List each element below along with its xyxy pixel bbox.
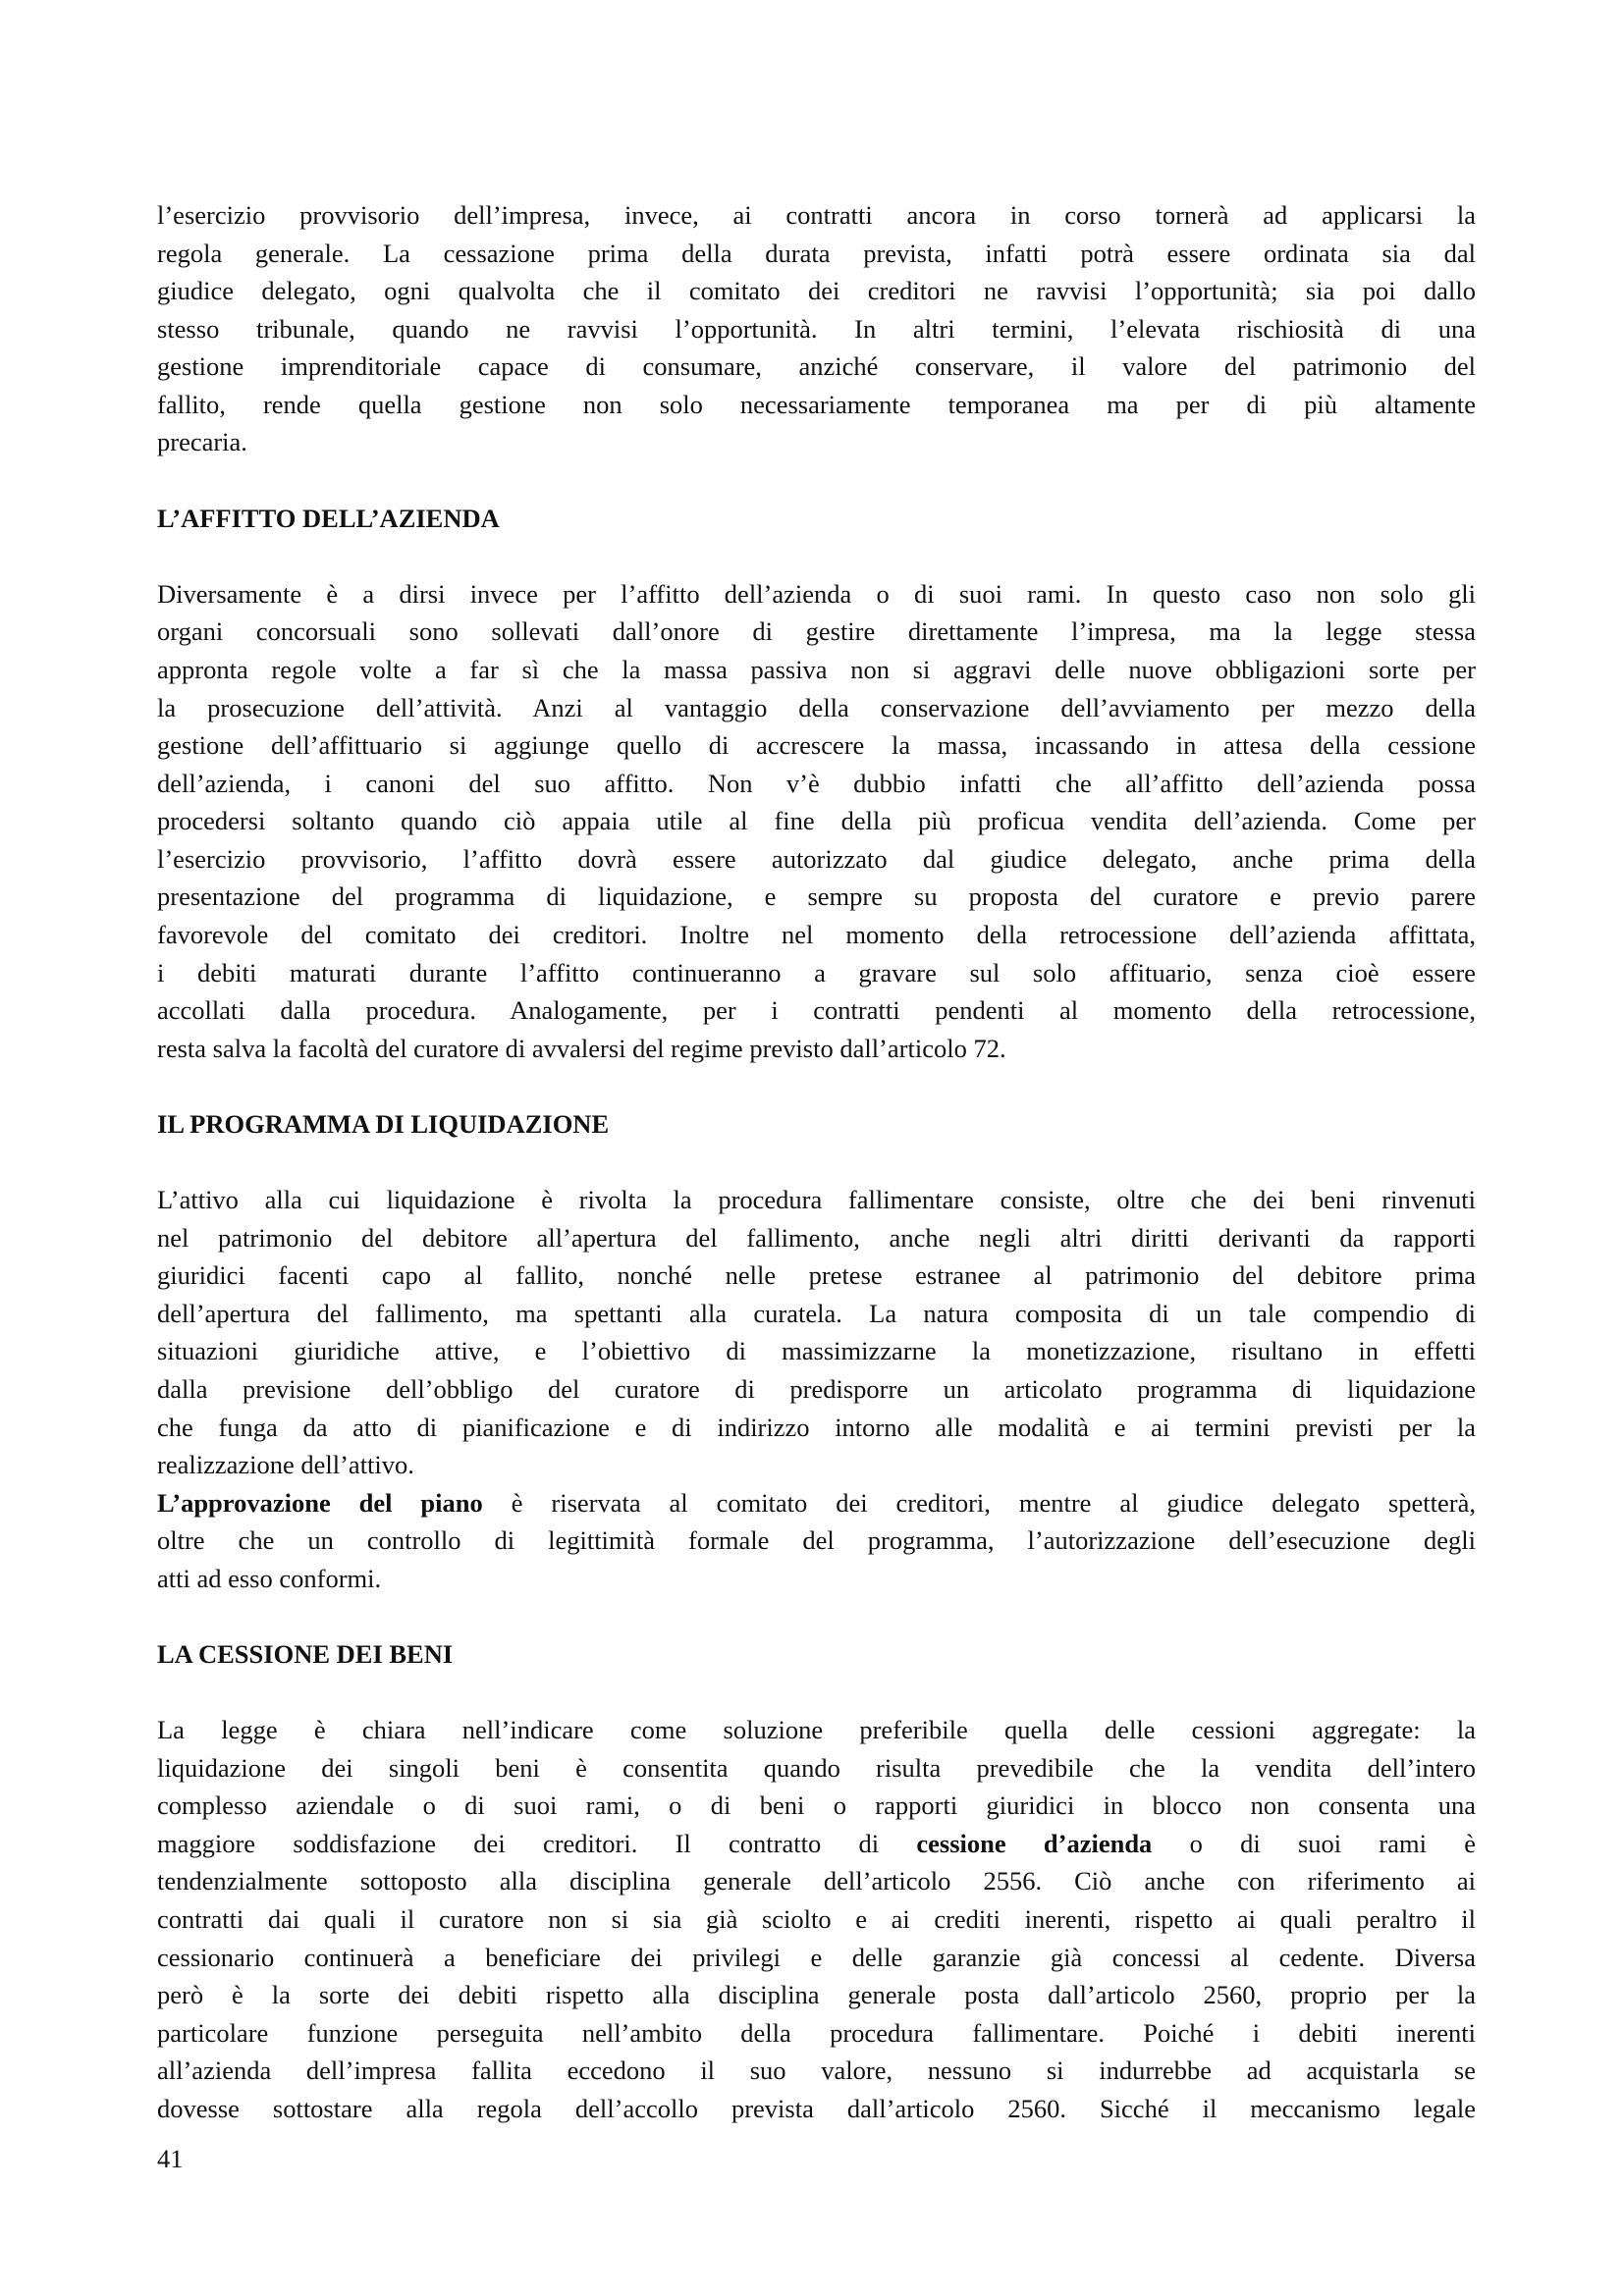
document-page [157,196,1476,2127]
bold-term: cessione d’azienda [916,1828,1153,1858]
text-line [157,1900,1476,1939]
text-segment: atti ad esso conformi. [157,1563,382,1593]
text-segment: organi concorsuali sono sollevati dall’onore di gestire direttamente l’impresa, ma la legge stessa [157,616,1476,647]
text-segment: giuridici facenti capo al fallito, nonché nelle pretese estranee al patrimonio del debitore prima [157,1260,1476,1291]
text-segment: La legge è chiara nell’indicare come soluzione preferibile quella delle cessioni aggregate: la [157,1715,1476,1745]
text-line [157,1030,1476,1068]
text-line [157,802,1476,840]
text-line [157,1370,1476,1409]
text-line [157,1711,1476,1749]
text-line [157,1484,1476,1522]
text-line [157,1560,1476,1598]
text-segment: gestione imprenditoriale capace di consumare, anziché conservare, il valore del patrimonio del [157,351,1476,382]
text-line [157,386,1476,424]
text-line [157,1256,1476,1295]
text-line [157,575,1476,614]
text-segment: fallito, rende quella gestione non solo necessariamente temporanea ma per di più altamente [157,389,1476,419]
text-segment: resta salva la facoltà del curatore di avvalersi del regime previsto dall’articolo 72. [157,1033,1006,1063]
text-line [157,1787,1476,1825]
text-segment: cessionario continuerà a beneficiare dei privilegi e delle garanzie già concessi al cedente. Diversa [157,1942,1476,1972]
text-segment: gestione dell’affittuario si aggiunge quello di accrescere la massa, incassando in attesa della cessione [157,730,1476,761]
text-segment: oltre che un controllo di legittimità formale del programma, l’autorizzazione dell’esecuzione degli [157,1525,1476,1556]
text-segment: presentazione del programma di liquidazione, e sempre su proposta del curatore e previo parere [157,881,1476,912]
text-line [157,1862,1476,1900]
text-segment: stesso tribunale, quando ne ravvisi l’opportunità. In altri termini, l’elevata rischiosità di una [157,313,1476,344]
text-segment: situazioni giuridiche attive, e l’obiettivo di massimizzarne la monetizzazione, risultano in effetti [157,1336,1476,1366]
text-segment: contratti dai quali il curatore non si sia già sciolto e ai crediti inerenti, rispetto ai quali peraltro il [157,1904,1476,1935]
text-segment: realizzazione dell’attivo. [157,1450,414,1480]
text-segment: la prosecuzione dell’attività. Anzi al vantaggio della conservazione dell’avviamento per mezzo della [157,692,1476,722]
text-segment: tendenzialmente sottoposto alla disciplina generale dell’articolo 2556. Ciò anche con riferimento ai [157,1866,1476,1896]
text-line [157,1446,1476,1484]
text-line [157,689,1476,727]
text-segment: nel patrimonio del debitore all’apertura del fallimento, anche negli altri diritti derivanti da rapporti [157,1222,1476,1253]
blank-line [157,461,1476,500]
text-line [157,1332,1476,1370]
text-segment: i debiti maturati durante l’affitto continueranno a gravare sul solo affituario, senza cioè essere [157,957,1476,988]
text-segment: dalla previsione dell’obbligo del curatore di predisporre un articolato programma di liquidazione [157,1373,1476,1404]
text-line [157,651,1476,689]
text-line [157,1295,1476,1333]
text-line [157,613,1476,651]
text-segment: complesso aziendale o di suoi rami, o di beni o rapporti giuridici in blocco non consenta una [157,1790,1476,1821]
text-segment: dovesse sottostare alla regola dell’accollo prevista dall’articolo 2560. Sicché il meccanismo legale [157,2093,1476,2123]
text-segment: o di suoi rami è [1152,1828,1476,1858]
text-line [157,1219,1476,1257]
text-segment: l’esercizio provvisorio dell’impresa, invece, ai contratti ancora in corso tornerà ad applicarsi la [157,200,1476,230]
text-segment: liquidazione dei singoli beni è consentita quando risulta prevedibile che la vendita dell’intero [157,1752,1476,1783]
text-segment: l’esercizio provvisorio, l’affitto dovrà essere autorizzato dal giudice delegato, anche prima della [157,843,1476,874]
page-number: 41 [157,2144,184,2173]
text-line [157,1976,1476,2014]
text-segment: procedersi soltanto quando ciò appaia utile al fine della più proficua vendita dell’azienda. Come per [157,806,1476,836]
blank-line [157,1597,1476,1635]
text-line [157,347,1476,386]
text-segment: maggiore soddisfazione dei creditori. Il contratto di [157,1828,917,1858]
text-line [157,1409,1476,1447]
text-segment: L’AFFITTO DELL’AZIENDA [157,503,500,533]
blank-line [157,1143,1476,1181]
text-segment: che funga da atto di pianificazione e di indirizzo intorno alle modalità e ai termini previsti per la [157,1412,1476,1442]
text-segment: appronta regole volte a far sì che la massa passiva non si aggravi delle nuove obbligazioni sorte per [157,654,1476,684]
text-segment: dell’apertura del fallimento, ma spettanti alla curatela. La natura composita di un tale compendio di [157,1298,1476,1328]
text-segment: LA CESSIONE DEI BENI [157,1638,454,1669]
text-line [157,423,1476,461]
text-segment: accollati dalla procedura. Analogamente, per i contratti pendenti al momento della retrocessione, [157,995,1476,1026]
text-segment: regola generale. La cessazione prima della durata prevista, infatti potrà essere ordinata sia dal [157,238,1476,268]
text-segment: precaria. [157,427,247,457]
text-segment: giudice delegato, ogni qualvolta che il comitato dei creditori ne ravvisi l’opportunità; sia poi dallo [157,276,1476,306]
text-line [157,954,1476,992]
text-segment: favorevole del comitato dei creditori. Inoltre nel momento della retrocessione dell’azienda affittata, [157,919,1476,949]
text-segment: però è la sorte dei debiti rispetto alla disciplina generale posta dall’articolo 2560, proprio per la [157,1980,1476,2010]
text-segment: è riservata al comitato dei creditori, mentre al giudice delegato spetterà, [482,1487,1477,1518]
text-segment: Diversamente è a dirsi invece per l’affitto dell’azienda o di suoi rami. In questo caso non solo gli [157,578,1476,609]
text-segment: L’attivo alla cui liquidazione è rivolta la procedura fallimentare consiste, oltre che dei beni rinvenuti [157,1185,1476,1215]
section-heading [157,1635,1476,1674]
blank-line [157,1674,1476,1712]
text-line [157,878,1476,916]
blank-line [157,537,1476,575]
text-line [157,1749,1476,1788]
text-line [157,2052,1476,2090]
blank-line [157,1067,1476,1105]
text-line [157,1939,1476,1977]
text-line [157,991,1476,1030]
text-line [157,726,1476,765]
text-line [157,2014,1476,2053]
section-heading [157,1105,1476,1144]
text-segment: dell’azienda, i canoni del suo affitto. Non v’è dubbio infatti che all’affitto dell’azienda possa [157,768,1476,798]
section-heading [157,500,1476,538]
text-line [157,272,1476,310]
text-line [157,1522,1476,1560]
text-line [157,1825,1476,1863]
text-line [157,235,1476,273]
text-segment: IL PROGRAMMA DI LIQUIDAZIONE [157,1108,610,1139]
text-line [157,310,1476,348]
text-line [157,765,1476,803]
text-line [157,916,1476,954]
text-line [157,840,1476,879]
text-line [157,1181,1476,1219]
text-line [157,196,1476,235]
text-segment: particolare funzione perseguita nell’ambito della procedura fallimentare. Poiché i debiti inerenti [157,2017,1476,2048]
text-segment: all’azienda dell’impresa fallita eccedono il suo valore, nessuno si indurrebbe ad acquistarla se [157,2056,1476,2086]
text-line [157,2090,1476,2128]
bold-term: L’approvazione del piano [157,1487,483,1518]
